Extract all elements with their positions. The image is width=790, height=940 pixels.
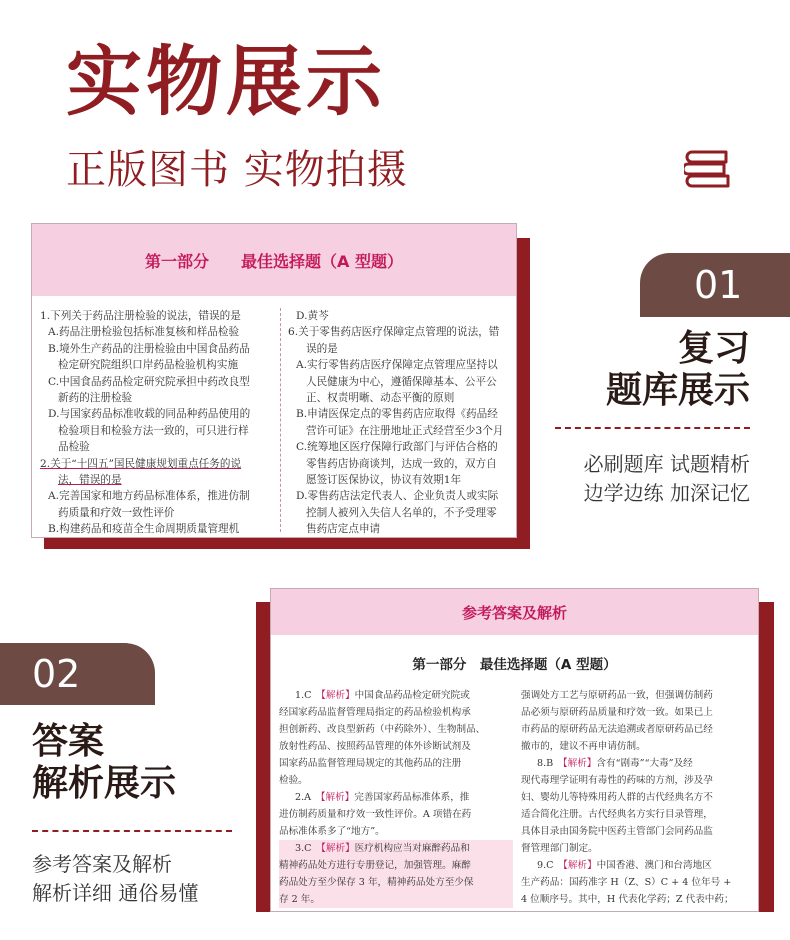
answer-text: 精神药品处方进行专册登记，加强管理。麻醉 bbox=[279, 860, 471, 871]
answer-text: 撤市的，建议不再申请仿制。 bbox=[521, 741, 646, 752]
answer-text: 品必须与原研药品质量和疗效一致。如果已上 bbox=[521, 707, 713, 718]
question-line: 2.关于“十四五”国民健康规划重点任务的说 bbox=[40, 457, 242, 470]
section1-card-header bbox=[32, 224, 516, 296]
question-line: D.零售药店法定代表人、企业负责人或实际 bbox=[296, 490, 499, 503]
section2-subheader: 第一部分 最佳选择题（A 型题） bbox=[412, 657, 617, 673]
section2-side-text bbox=[32, 850, 198, 908]
question-line: 品检验 bbox=[58, 441, 90, 454]
answer-text: 生产药品：国药准字 H（Z、S）C + 4 位年号 + bbox=[521, 877, 732, 888]
answer-text: 2.A bbox=[295, 792, 321, 803]
answer-line bbox=[279, 840, 513, 857]
answer-text: 具体目录由国务院中医药主管部门会同药品监 bbox=[521, 826, 713, 837]
analysis-tag: 【解析】 bbox=[320, 792, 355, 803]
analysis-tag: 【解析】 bbox=[321, 690, 355, 701]
section1-right-column bbox=[288, 308, 512, 538]
section1-tag-number: 01 bbox=[694, 263, 743, 307]
section1-side-title-line2: 题库展示 bbox=[605, 369, 750, 412]
section1-side-text bbox=[584, 450, 750, 508]
question-line: 零售药店协商谈判，达成一致的，双方自 bbox=[306, 457, 497, 470]
column-divider bbox=[280, 308, 281, 532]
answer-line bbox=[521, 789, 753, 806]
question-line: B.申请医保定点的零售药店应取得《药品经 bbox=[296, 408, 498, 421]
section2-side-title-line1: 答案 bbox=[32, 720, 105, 762]
section2-side-text-line2: 解析详细 通俗易懂 bbox=[32, 881, 199, 905]
answer-line bbox=[279, 755, 513, 772]
answer-line bbox=[521, 755, 753, 772]
answer-text: 检验。 bbox=[279, 775, 308, 786]
answer-text: 医疗机构应当对麻醉药品和 bbox=[354, 843, 470, 854]
answer-line bbox=[279, 823, 513, 840]
section2-divider bbox=[32, 830, 232, 832]
answer-text: 3.C bbox=[295, 843, 322, 854]
books-icon bbox=[684, 148, 732, 192]
answer-line bbox=[279, 687, 513, 704]
question-line: B.构建药品和疫苗全生命周期质量管理机 bbox=[48, 523, 240, 536]
answer-line bbox=[521, 806, 753, 823]
answer-line bbox=[279, 738, 513, 755]
question-line: 正、权责明晰、动态平衡的原则 bbox=[306, 392, 455, 405]
section2-right-column bbox=[521, 687, 753, 908]
section1-left-column bbox=[40, 308, 272, 538]
answer-line bbox=[521, 704, 753, 721]
analysis-tag: 【解析】 bbox=[562, 758, 597, 769]
answer-text: 1.C bbox=[295, 690, 322, 701]
answer-line bbox=[521, 840, 753, 857]
answer-line bbox=[521, 891, 753, 908]
section2-side-title bbox=[32, 720, 176, 805]
answer-line bbox=[279, 704, 513, 721]
question-line: C.统筹地区医疗保障行政部门与评估合格的 bbox=[296, 441, 498, 454]
question-line: 法，错误的是 bbox=[58, 474, 122, 487]
question-line: 检验项目和检验方法一致的，可只进行样 bbox=[58, 424, 249, 437]
analysis-tag: 【解析】 bbox=[563, 860, 597, 871]
answer-text: 市药品的原研药品无法追溯或者原研药品已经 bbox=[521, 724, 713, 735]
answer-text: 适合简化注册。古代经典名方实行目录管理， bbox=[521, 809, 713, 820]
answer-line bbox=[521, 857, 753, 874]
answer-text: 强调处方工艺与原研药品一致，但强调仿制药 bbox=[521, 690, 713, 701]
answer-line bbox=[521, 721, 753, 738]
answer-line bbox=[279, 874, 513, 891]
section2-card-header bbox=[271, 589, 758, 635]
section1-side-text-line2: 边学边练 加深记忆 bbox=[583, 481, 750, 505]
section1-side-title bbox=[606, 327, 750, 412]
question-line: 营许可证》在注册地址正式经营至少3个月 bbox=[306, 424, 504, 437]
section2-tag bbox=[0, 643, 155, 705]
section2-side-text-line1: 参考答案及解析 bbox=[32, 852, 172, 876]
section2-side-title-line2: 解析展示 bbox=[32, 762, 177, 805]
answer-text: 经国家药品监督管理局指定的药品检验机构承 bbox=[279, 707, 471, 718]
hero-title: 实物展示 bbox=[66, 37, 386, 126]
question-line: 检定研究院组织口岸药品检验机构实施 bbox=[58, 359, 239, 372]
answer-line bbox=[279, 806, 513, 823]
answer-text: 妇、婴幼儿等特殊用药人群的古代经典名方不 bbox=[521, 792, 713, 803]
answer-text: 品标准体系多了“地方”。 bbox=[279, 826, 385, 837]
section2-tag-number: 02 bbox=[32, 652, 81, 696]
section2-card bbox=[270, 588, 759, 912]
answer-line bbox=[279, 857, 513, 874]
hero-subtitle: 正版图书 实物拍摄 bbox=[66, 147, 408, 193]
question-line: 误的是 bbox=[306, 342, 338, 355]
section2-left-column bbox=[279, 687, 513, 908]
answer-text: 担创新药、改良型新药（中药除外）、生物制品、 bbox=[279, 724, 486, 735]
question-line: 1.下列关于药品注册检验的说法，错误的是 bbox=[40, 310, 241, 322]
answer-line bbox=[521, 823, 753, 840]
section1-tag bbox=[640, 253, 790, 317]
answer-line bbox=[521, 738, 753, 755]
question-line: A.实行零售药店医疗保障定点管理应坚持以 bbox=[296, 359, 498, 372]
answer-line bbox=[521, 772, 753, 789]
answer-text: 4 位顺序号。其中，H 代表化学药；Z 代表中药； bbox=[521, 894, 734, 905]
question-line: 药质量和疗效一致性评价 bbox=[58, 506, 175, 519]
section1-card bbox=[31, 223, 517, 538]
question-line: 6.关于零售药店医疗保障定点管理的说法，错 bbox=[288, 326, 500, 339]
answer-text: 中国食品药品检定研究院或 bbox=[354, 690, 470, 701]
answer-text: 8.B bbox=[537, 758, 563, 769]
answer-text: 9.C bbox=[537, 860, 564, 871]
answer-line bbox=[279, 721, 513, 738]
answer-text: 存 2 年。 bbox=[279, 894, 320, 905]
question-line: C.中国食品药品检定研究院承担中药改良型 bbox=[48, 375, 250, 388]
question-line: B.境外生产药品的注册检验由中国食品药品 bbox=[48, 342, 250, 355]
answer-line bbox=[521, 687, 753, 704]
section1-side-text-line1: 必刷题库 试题精析 bbox=[583, 452, 750, 476]
question-line: A.完善国家和地方药品标准体系，推进仿制 bbox=[48, 490, 250, 503]
question-line: 人民健康为中心，遵循保障基本、公平公 bbox=[306, 375, 497, 388]
question-line: D.与国家药品标准收载的同品种药品使用的 bbox=[48, 408, 251, 421]
answer-line bbox=[279, 891, 513, 908]
section1-side-title-line1: 复习 bbox=[677, 327, 750, 369]
answer-text: 现代毒理学证明有毒性的药味的方剂，涉及孕 bbox=[521, 775, 713, 786]
answer-text: 完善国家药品标准体系，推 bbox=[354, 792, 470, 803]
answer-text: 放射性药品、按照药品管理的体外诊断试剂及 bbox=[279, 741, 471, 752]
answer-line bbox=[521, 874, 753, 891]
answer-line bbox=[279, 772, 513, 789]
question-line: 售药店定点申请 bbox=[306, 523, 381, 536]
question-line: D.黄芩 bbox=[296, 310, 329, 322]
question-line: 愿签订医保协议，协议有效期1年 bbox=[306, 474, 462, 487]
answer-text: 中国香港、澳门和台湾地区 bbox=[596, 860, 712, 871]
section1-header-text: 第一部分 最佳选择题（A 型题） bbox=[145, 251, 403, 271]
section2-header-text: 参考答案及解析 bbox=[461, 603, 567, 622]
question-line: 控制人被列入失信人名单的，不予受理零 bbox=[306, 506, 497, 519]
answer-text: 含有“剧毒”“大毒”及经 bbox=[596, 758, 693, 769]
answer-text: 督管理部门制定。 bbox=[521, 843, 598, 854]
analysis-tag: 【解析】 bbox=[321, 843, 355, 854]
question-line: A.药品注册检验包括标准复核和样品检验 bbox=[48, 326, 240, 339]
question-line: 新药的注册检验 bbox=[58, 392, 133, 405]
answer-text: 国家药品监督管理局规定的其他药品的注册 bbox=[279, 758, 462, 769]
section1-divider bbox=[555, 427, 750, 429]
answer-text: 进仿制药质量和疗效一致性评价。A 项错在药 bbox=[279, 809, 472, 820]
answer-line bbox=[279, 789, 513, 806]
answer-text: 药品处方至少保存 3 年，精神药品处方至少保 bbox=[279, 877, 474, 888]
